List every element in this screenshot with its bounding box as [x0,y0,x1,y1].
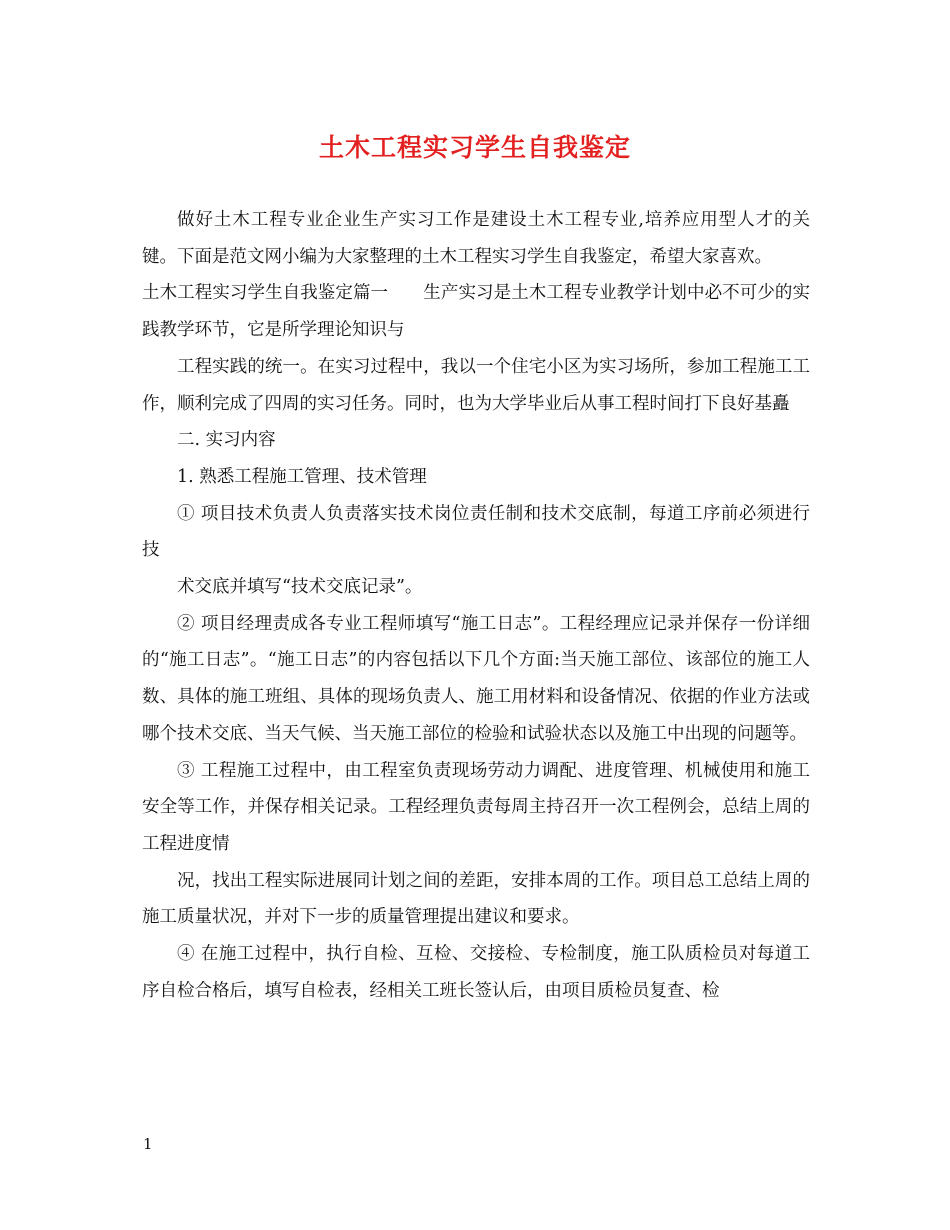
body-paragraph: 工程实践的统一。在实习过程中，我以一个住宅小区为实习场所，参加工程施工工作，顺利完成了四周的实习任务。同时，也为大学毕业后从事工程时间打下良好基矗 [142,356,810,414]
body-paragraph: ② 项目经理责成各专业工程师填写“施工日志”。工程经理应记录并保存一份详细的“施工日志”。“施工日志”的内容包括以下几个方面:当天施工部位、该部位的施工人数、具体的施工班组、具体的现场负责人、施工用材料和设备情况、依据的作业方法或哪个技术交底、当天气候、当天施工部位的检验和试验状态以及施工中出现的问题等。 [142,613,810,744]
body-paragraph: 做好土木工程专业企业生产实习工作是建设土木工程专业,培养应用型人才的关键。下面是范文网小编为大家整理的土木工程实习学生自我鉴定，希望大家喜欢。 [142,210,810,267]
document-body [142,202,810,1009]
body-paragraph: 土木工程实习学生自我鉴定篇一 生产实习是土木工程专业教学计划中必不可少的实践教学环节，它是所学理论知识与 [142,283,810,341]
body-paragraph: 况，找出工程实际进展同计划之间的差距，安排本周的工作。项目总工总结上周的施工质量状况，并对下一步的质量管理提出建议和要求。 [142,870,810,928]
page-number: 1 [143,1135,153,1153]
document-title: 土木工程实习学生自我鉴定 [318,133,631,162]
body-paragraph: 1. 熟悉工程施工管理、技术管理 [177,466,427,487]
body-paragraph: ③ 工程施工过程中，由工程室负责现场劳动力调配、进度管理、机械使用和施工安全等工作，并保存相关记录。工程经理负责每周主持召开一次工程例会，总结上周的工程进度情 [142,760,810,854]
body-paragraph: ④ 在施工过程中，执行自检、互检、交接检、专检制度，施工队质检员对每道工序自检合格后，填写自检表，经相关工班长签认后，由项目质检员复查、检 [142,944,810,1001]
body-paragraph: ① 项目技术负责人负责落实技术岗位责任制和技术交底制，每道工序前必须进行技 [142,503,810,561]
body-paragraph: 术交底并填写“技术交底记录”。 [177,577,423,598]
body-paragraph: 二. 实习内容 [177,430,276,451]
